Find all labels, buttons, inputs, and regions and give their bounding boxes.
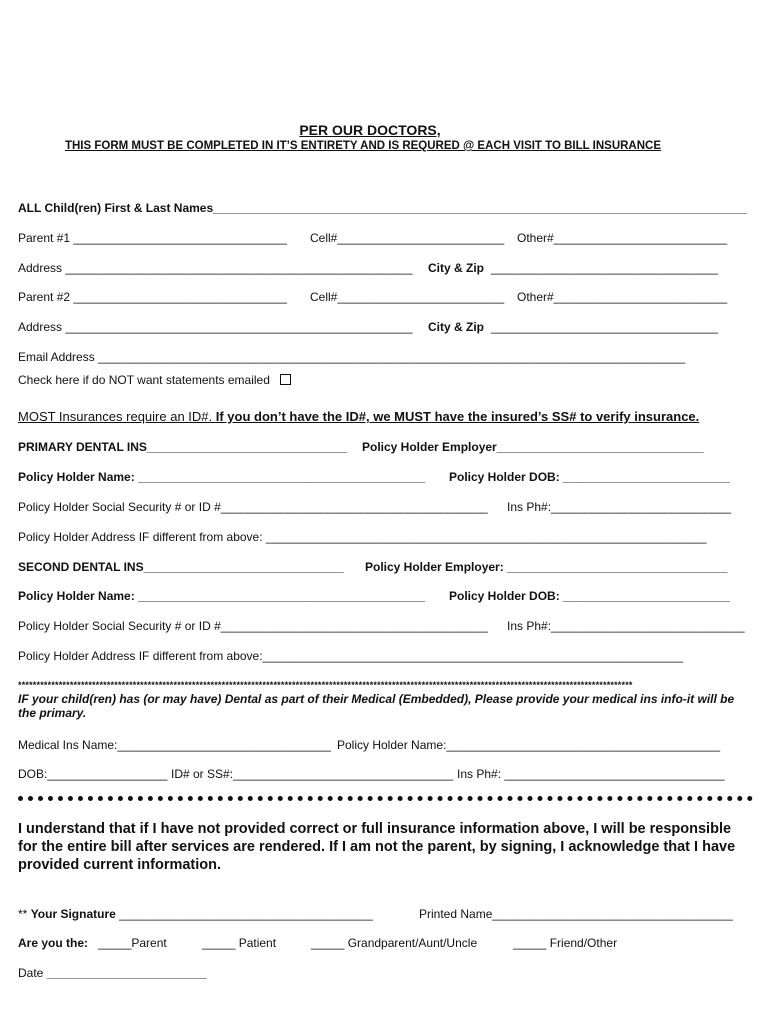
medical-ins-phone-field[interactable]: Ins Ph#: _________________________________ xyxy=(457,767,725,781)
medical-id-field[interactable]: ID# or SS#:_________________________________ xyxy=(171,767,454,781)
primary-ssn-field[interactable]: Policy Holder Social Security # or ID #________________________________________ xyxy=(18,500,488,514)
secondary-holder-dob-field[interactable]: Policy Holder DOB: _________________________ xyxy=(449,589,730,603)
primary-employer-field[interactable]: Policy Holder Employer_______________________________ xyxy=(362,440,704,454)
address2-field[interactable]: Address ____________________________________________________ xyxy=(18,320,413,334)
parent2-name-field[interactable]: Parent #2 ________________________________ xyxy=(18,290,287,304)
relation-patient-option[interactable]: _____ Patient xyxy=(202,936,277,950)
city-zip2-label: City & Zip xyxy=(428,320,484,334)
city-zip2-field[interactable]: __________________________________ xyxy=(491,320,718,334)
city-zip1-field[interactable]: __________________________________ xyxy=(491,261,718,275)
acknowledgement-text: I understand that if I have not provided correct or full insurance information above, I will be responsible for the entire bill after services are rendered. If I am not the parent, by signing, I acknowledge that I have provided current information. xyxy=(18,821,736,873)
secondary-holder-address-field[interactable]: Policy Holder Address IF different from above:_______________________________________________________________ xyxy=(18,649,684,663)
embedded-medical-note: IF your child(ren) has (or may have) Dental as part of their Medical (Embedded), Please provide your medical ins info-it will be the primary. xyxy=(18,692,735,720)
insurance-note xyxy=(18,410,699,424)
city-zip1-label: City & Zip xyxy=(428,261,484,275)
secondary-ins-field[interactable]: SECOND DENTAL INS______________________________ xyxy=(18,560,344,574)
form-title: PER OUR DOCTORS, xyxy=(299,122,441,138)
signature-prefix: ** xyxy=(18,907,31,921)
date-field[interactable] xyxy=(18,966,207,980)
relation-friend-option[interactable]: _____ Friend/Other xyxy=(513,936,618,950)
relation-parent-option[interactable]: _____Parent xyxy=(98,936,167,950)
signature-field[interactable] xyxy=(18,907,373,921)
email-field[interactable]: Email Address ________________________________________________________________________________________ xyxy=(18,350,686,364)
children-names-field[interactable]: ALL Child(ren) First & Last Names________________________________________________________________________________ xyxy=(18,201,748,215)
secondary-holder-name-field[interactable]: Policy Holder Name: ___________________________________________ xyxy=(18,589,426,603)
signature-line[interactable]: ______________________________________ xyxy=(115,907,373,921)
primary-holder-address-field[interactable]: Policy Holder Address IF different from above: __________________________________________________________________ xyxy=(18,530,707,544)
relation-grandparent-option[interactable]: _____ Grandparent/Aunt/Uncle xyxy=(311,936,478,950)
insurance-note-part2: If you don’t have the ID#, we MUST have the insured’s SS# to verify insurance. xyxy=(215,409,700,424)
statements-checkbox-label: Check here if do NOT want statements emailed xyxy=(18,373,270,387)
parent1-name-field[interactable]: Parent #1 ________________________________ xyxy=(18,231,287,245)
parent1-cell-field[interactable]: Cell#_________________________ xyxy=(310,231,505,245)
primary-holder-name-field[interactable]: Policy Holder Name: ___________________________________________ xyxy=(18,470,426,484)
parent2-other-field[interactable]: Other#__________________________ xyxy=(517,290,728,304)
statements-checkbox-row xyxy=(18,373,291,387)
signature-label: Your Signature xyxy=(30,907,116,921)
insurance-note-part1: MOST Insurances require an ID#. xyxy=(18,409,216,424)
secondary-ins-phone-field[interactable]: Ins Ph#:_____________________________ xyxy=(507,619,745,633)
date-label: Date xyxy=(18,966,47,980)
medical-dob-field[interactable]: DOB:__________________ xyxy=(18,767,168,781)
primary-holder-dob-field[interactable]: Policy Holder DOB: _________________________ xyxy=(449,470,730,484)
secondary-employer-field[interactable]: Policy Holder Employer: _________________________________ xyxy=(365,560,728,574)
parent2-cell-field[interactable]: Cell#_________________________ xyxy=(310,290,505,304)
form-subtitle: THIS FORM MUST BE COMPLETED IN IT’S ENTIRETY AND IS REQURED @ EACH VISIT TO BILL INSURANCE xyxy=(64,140,662,152)
medical-holder-name-field[interactable]: Policy Holder Name:_________________________________________ xyxy=(337,738,720,752)
primary-ins-phone-field[interactable]: Ins Ph#:___________________________ xyxy=(507,500,732,514)
star-divider: ********************************************************************************************************************************************************************** xyxy=(18,680,633,690)
date-line[interactable]: ________________________ xyxy=(46,966,207,980)
medical-ins-name-field[interactable]: Medical Ins Name:________________________________ xyxy=(18,738,331,752)
printed-name-field[interactable]: Printed Name____________________________________ xyxy=(419,907,733,921)
primary-ins-field[interactable]: PRIMARY DENTAL INS______________________________ xyxy=(18,440,348,454)
relation-label: Are you the: xyxy=(18,936,89,950)
address1-field[interactable]: Address ____________________________________________________ xyxy=(18,261,413,275)
dotted-divider xyxy=(18,796,753,801)
secondary-ssn-field[interactable]: Policy Holder Social Security # or ID #________________________________________ xyxy=(18,619,488,633)
statements-checkbox[interactable] xyxy=(280,374,291,385)
parent1-other-field[interactable]: Other#__________________________ xyxy=(517,231,728,245)
